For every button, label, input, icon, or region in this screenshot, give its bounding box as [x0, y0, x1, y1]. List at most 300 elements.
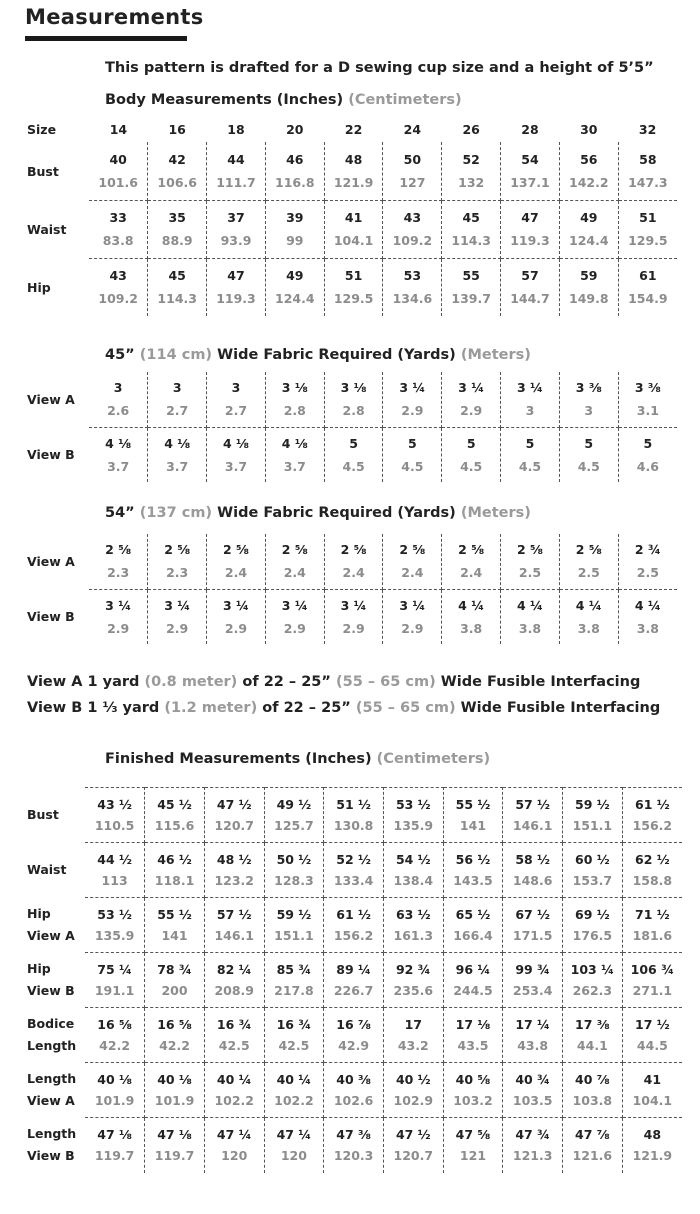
text-gray: (1.2 meter)	[164, 700, 258, 716]
inch-value: 50	[403, 151, 422, 167]
inch-value: 43	[403, 210, 422, 225]
value-cell	[503, 898, 563, 953]
text-gray: (0.8 meter)	[144, 674, 238, 690]
inch-value: 47 ¼	[276, 1127, 312, 1143]
value-cell	[265, 372, 324, 427]
inch-value: 59	[580, 268, 598, 284]
inch-value: 4 ⅛	[281, 435, 308, 451]
value-cell	[204, 788, 264, 843]
cm-value: 146.1	[214, 928, 254, 943]
inch-value: 103 ¼	[570, 962, 615, 977]
table-row	[27, 1063, 682, 1118]
text: View A 1 yard	[27, 674, 140, 690]
value-cell	[204, 953, 264, 1008]
cm-value: 226.7	[333, 983, 374, 998]
size-cell: 22	[344, 121, 363, 137]
value-cell	[148, 200, 207, 258]
value-cell	[442, 200, 501, 258]
cm-value: 110.5	[94, 818, 135, 833]
title-cm: (Centimeters)	[376, 751, 491, 767]
cm-value: 125.7	[274, 818, 314, 833]
inch-value: 46 ½	[157, 852, 192, 867]
cm-value: 124.4	[275, 291, 315, 307]
inch-value: 4 ¼	[634, 597, 661, 613]
table-row	[27, 534, 677, 589]
value-cell	[324, 1118, 384, 1173]
inch-value: 5	[466, 435, 476, 451]
value-cell	[383, 534, 442, 589]
cm-value: 3.8	[460, 620, 483, 636]
value-cell	[559, 200, 618, 258]
inch-value: 47 ⅝	[455, 1127, 491, 1143]
value-cell	[443, 1118, 503, 1173]
row-label-text: Hip View B	[27, 961, 75, 998]
inch-value: 5	[349, 435, 358, 451]
cm-value: 116.8	[275, 174, 315, 190]
table-row	[27, 427, 677, 482]
inch-value: 40 ⅛	[97, 1072, 132, 1087]
cm-value: 114.3	[451, 233, 491, 248]
cm-value: 119.7	[154, 1148, 195, 1164]
value-cell	[503, 1008, 563, 1063]
inch-value: 3 ¼	[105, 597, 132, 613]
value-cell	[85, 843, 145, 898]
value-cell	[559, 589, 618, 644]
cm-value: 109.2	[392, 233, 433, 248]
cm-value: 3.8	[636, 620, 659, 636]
cm-value: 104.1	[632, 1093, 673, 1108]
cm-value: 101.6	[98, 174, 138, 190]
text: of 22 – 25”	[242, 674, 331, 690]
cm-value: 2.9	[401, 620, 424, 636]
cm-value: 135.9	[94, 928, 135, 943]
cm-value: 2.3	[166, 565, 189, 581]
pattern-intro: This pattern is drafted for a D sewing cup size and a height of 5’5”	[105, 60, 654, 76]
value-cell	[204, 1118, 264, 1173]
value-cell	[563, 843, 623, 898]
inch-value: 63 ½	[395, 907, 431, 922]
value-cell	[383, 1118, 443, 1173]
inch-value: 39	[286, 210, 304, 225]
value-cell	[265, 427, 324, 482]
inch-value: 47	[521, 210, 539, 225]
cm-value: 120.7	[393, 1148, 434, 1164]
cm-value: 2.7	[224, 403, 248, 419]
cm-value: 2.9	[166, 620, 189, 636]
cm-value: 217.8	[274, 983, 314, 998]
cm-value: 88.9	[161, 233, 193, 248]
cm-value: 113	[101, 873, 128, 888]
inch-value: 40 ⅛	[157, 1072, 192, 1087]
inch-value: 53 ½	[395, 797, 431, 812]
inch-value: 48	[344, 151, 363, 167]
table-row	[27, 1118, 682, 1173]
value-cell	[324, 1063, 384, 1118]
cm-value: 4.5	[460, 458, 483, 474]
fabric-54-table	[27, 534, 677, 644]
size-cell: 14	[109, 121, 128, 137]
row-label-text: Hip View A	[27, 906, 75, 943]
inch-value: 3 ¼	[399, 597, 426, 613]
inch-value: 2 ⅝	[164, 542, 191, 558]
cm-value: 151.1	[572, 818, 613, 833]
inch-value: 78 ¾	[157, 962, 192, 977]
cm-value: 42.5	[218, 1038, 250, 1053]
value-cell	[264, 1063, 324, 1118]
cm-value: 4.5	[342, 458, 365, 474]
text: Wide Fusible Interfacing	[460, 700, 661, 716]
inch-value: 3	[172, 380, 182, 396]
title-width-cm: (137 cm)	[139, 505, 213, 521]
cm-value: 44.5	[636, 1038, 668, 1053]
fabric-54-title	[105, 505, 531, 521]
inch-value: 40 ¼	[216, 1072, 252, 1087]
value-cell	[324, 372, 383, 427]
table-row	[27, 589, 677, 644]
value-cell	[207, 142, 266, 200]
cm-value: 102.2	[214, 1093, 254, 1108]
value-cell	[324, 953, 384, 1008]
body-measurements-title	[105, 92, 462, 108]
value-cell	[148, 142, 207, 200]
value-cell	[443, 843, 503, 898]
cm-value: 120	[221, 1148, 248, 1164]
inch-value: 75 ¼	[97, 962, 132, 977]
cm-value: 2.7	[166, 403, 189, 419]
value-cell	[89, 258, 148, 316]
cm-value: 3.1	[636, 403, 659, 419]
cm-value: 2.9	[401, 403, 424, 419]
value-cell	[563, 788, 623, 843]
cm-value: 262.3	[572, 983, 613, 998]
inch-value: 49 ½	[276, 797, 312, 812]
title-width: 45”	[105, 347, 135, 363]
value-cell	[264, 953, 324, 1008]
inch-value: 51	[344, 268, 363, 284]
value-cell	[383, 200, 442, 258]
cm-value: 2.5	[577, 565, 600, 581]
inch-value: 57 ½	[515, 797, 550, 812]
cm-value: 43.2	[397, 1038, 429, 1053]
cm-value: 4.5	[518, 458, 542, 474]
cm-value: 106.6	[157, 174, 197, 190]
inch-value: 48	[643, 1127, 662, 1143]
cm-value: 3	[584, 403, 594, 419]
inch-value: 2 ⅝	[458, 542, 485, 558]
value-cell	[383, 258, 442, 316]
inch-value: 51	[639, 210, 657, 225]
cm-value: 156.2	[632, 818, 673, 833]
inch-value: 3 ¼	[516, 380, 543, 396]
cm-value: 42.2	[159, 1038, 190, 1053]
inch-value: 3 ¼	[281, 597, 308, 613]
value-cell	[503, 843, 563, 898]
inch-value: 16 ⅝	[157, 1017, 192, 1032]
title-width: 54”	[105, 505, 135, 521]
value-cell	[265, 589, 324, 644]
value-cell	[324, 898, 384, 953]
inch-value: 54 ½	[395, 852, 431, 867]
value-cell	[85, 898, 145, 953]
inch-value: 2 ⅝	[222, 542, 249, 558]
cm-value: 121.6	[572, 1148, 613, 1164]
cm-value: 191.1	[94, 983, 135, 998]
inch-value: 45	[462, 210, 480, 225]
inch-value: 17 ½	[635, 1017, 670, 1032]
value-cell	[324, 1008, 384, 1063]
cm-value: 42.5	[278, 1038, 310, 1053]
value-cell	[265, 258, 324, 316]
cm-value: 208.9	[214, 983, 254, 998]
inch-value: 17 ⅜	[575, 1017, 610, 1032]
row-label: Bust	[27, 163, 59, 179]
interfacing-view-b	[27, 700, 660, 716]
inch-value: 33	[109, 210, 127, 225]
inch-value: 40 ⅜	[336, 1072, 371, 1087]
value-cell	[622, 788, 682, 843]
value-cell	[89, 200, 148, 258]
value-cell	[264, 788, 324, 843]
inch-value: 99 ¾	[515, 962, 550, 977]
value-cell	[265, 142, 324, 200]
value-cell	[622, 1008, 682, 1063]
cm-value: 83.8	[102, 233, 134, 248]
inch-value: 47	[227, 268, 245, 284]
text-gray: (55 – 65 cm)	[355, 700, 456, 716]
inch-value: 89 ¼	[336, 962, 371, 977]
size-cell: 20	[286, 121, 304, 137]
row-label: Waist	[27, 221, 67, 237]
cm-value: 4.6	[636, 458, 659, 474]
size-cell: 24	[403, 121, 422, 137]
cm-value: 2.9	[460, 403, 483, 419]
cm-value: 3.7	[283, 458, 306, 474]
cm-value: 137.1	[510, 174, 550, 190]
inch-value: 3 ⅛	[340, 380, 367, 396]
value-cell	[563, 1063, 623, 1118]
inch-value: 4 ¼	[575, 597, 602, 613]
cm-value: 93.9	[220, 233, 252, 248]
value-cell	[89, 142, 148, 200]
row-label	[27, 1008, 85, 1063]
inch-value: 5	[584, 435, 594, 451]
cm-value: 2.4	[401, 565, 424, 581]
cm-value: 143.5	[453, 873, 493, 888]
inch-value: 3 ¼	[458, 380, 485, 396]
value-cell	[204, 1063, 264, 1118]
cm-value: 101.9	[154, 1093, 195, 1108]
value-cell	[207, 427, 266, 482]
cm-value: 176.5	[572, 928, 613, 943]
table-row	[27, 1008, 682, 1063]
value-cell	[145, 1008, 205, 1063]
text-gray: (55 – 65 cm)	[336, 674, 436, 690]
title-underline	[25, 36, 187, 41]
row-label	[27, 953, 85, 1008]
size-cell: 16	[168, 121, 186, 137]
inch-value: 57	[521, 268, 539, 284]
cm-value: 149.8	[569, 291, 609, 307]
inch-value: 62 ½	[635, 852, 670, 867]
value-cell	[324, 534, 383, 589]
value-cell	[324, 843, 384, 898]
cm-value: 42.2	[99, 1038, 131, 1053]
inch-value: 5	[525, 435, 535, 451]
table-row	[27, 142, 677, 200]
inch-value: 3	[231, 380, 241, 396]
inch-value: 4 ¼	[516, 597, 543, 613]
inch-value: 61 ½	[336, 907, 371, 922]
value-cell	[503, 953, 563, 1008]
cm-value: 2.5	[518, 565, 542, 581]
value-cell	[264, 843, 324, 898]
cm-value: 141	[459, 818, 487, 833]
value-cell	[264, 898, 324, 953]
cm-value: 148.6	[512, 873, 553, 888]
row-label-text: Bodice Length	[27, 1016, 77, 1053]
inch-value: 61	[639, 268, 657, 284]
inch-value: 67 ½	[515, 907, 550, 922]
value-cell	[442, 142, 501, 200]
inch-value: 2 ¾	[634, 542, 661, 558]
table-row	[27, 200, 677, 258]
table-row	[27, 372, 677, 427]
cm-value: 2.9	[107, 620, 130, 636]
cm-value: 102.2	[274, 1093, 314, 1108]
value-cell	[85, 1008, 145, 1063]
inch-value: 45 ½	[157, 797, 192, 812]
cm-value: 144.7	[510, 291, 550, 307]
size-cell: 28	[521, 121, 539, 137]
value-cell	[442, 589, 501, 644]
cm-value: 109.2	[98, 291, 138, 307]
inch-value: 47 ½	[216, 797, 252, 812]
value-cell	[264, 1008, 324, 1063]
row-label: Hip	[27, 279, 51, 295]
cm-value: 2.4	[283, 565, 306, 581]
inch-value: 55 ½	[157, 907, 192, 922]
finished-measurements-table	[27, 787, 682, 1173]
cm-value: 181.6	[632, 928, 673, 943]
cm-value: 102.6	[333, 1093, 374, 1108]
value-cell	[145, 898, 205, 953]
cm-value: 2.6	[107, 403, 130, 419]
row-label-text: Waist	[27, 862, 67, 877]
value-cell	[383, 788, 443, 843]
value-cell	[383, 372, 442, 427]
value-cell	[442, 534, 501, 589]
cm-value: 2.8	[283, 403, 306, 419]
row-label-text: Length View A	[27, 1071, 77, 1108]
value-cell	[89, 427, 148, 482]
cm-value: 114.3	[157, 291, 197, 307]
value-cell	[145, 1063, 205, 1118]
inch-value: 4 ⅛	[222, 435, 249, 451]
value-cell	[89, 534, 148, 589]
cm-value: 2.4	[342, 565, 365, 581]
cm-value: 158.8	[632, 873, 673, 888]
value-cell	[324, 258, 383, 316]
cm-value: 2.3	[107, 565, 130, 581]
value-cell	[324, 788, 384, 843]
cm-value: 235.6	[393, 983, 434, 998]
size-label: Size	[27, 121, 57, 137]
cm-value: 119.3	[216, 291, 256, 307]
cm-value: 4.5	[577, 458, 600, 474]
cm-value: 42.9	[338, 1038, 370, 1053]
row-label: View B	[27, 609, 75, 624]
inch-value: 46	[286, 151, 304, 167]
cm-value: 138.4	[393, 873, 434, 888]
inch-value: 58 ½	[515, 852, 550, 867]
value-cell	[501, 534, 560, 589]
inch-value: 59 ½	[276, 907, 312, 922]
value-cell	[204, 843, 264, 898]
value-cell	[442, 372, 501, 427]
value-cell	[324, 142, 383, 200]
inch-value: 40	[109, 151, 127, 167]
cm-value: 147.3	[628, 174, 668, 190]
value-cell	[501, 372, 560, 427]
inch-value: 45	[168, 268, 186, 284]
inch-value: 3 ⅛	[281, 380, 308, 396]
size-cell: 26	[462, 121, 480, 137]
value-cell	[207, 534, 266, 589]
value-cell	[85, 953, 145, 1008]
inch-value: 85 ¾	[276, 962, 312, 977]
title-meters: (Meters)	[460, 347, 531, 363]
inch-value: 49	[286, 268, 304, 284]
cm-value: 3.7	[107, 458, 130, 474]
title-text: Wide Fabric Required (Yards)	[217, 505, 456, 521]
value-cell	[443, 1063, 503, 1118]
inch-value: 40 ¾	[515, 1072, 550, 1087]
inch-value: 17	[404, 1017, 422, 1032]
cm-value: 101.9	[94, 1093, 135, 1108]
inch-value: 16 ⅝	[97, 1017, 132, 1032]
page-title: Measurements	[25, 5, 204, 29]
value-cell	[559, 258, 618, 316]
cm-value: 43.5	[457, 1038, 489, 1053]
cm-value: 3.7	[224, 458, 248, 474]
cm-value: 141	[161, 928, 188, 943]
inch-value: 41	[643, 1072, 662, 1087]
value-cell	[618, 258, 677, 316]
inch-value: 56	[580, 151, 598, 167]
inch-value: 43 ½	[97, 797, 132, 812]
inch-value: 58	[639, 151, 657, 167]
value-cell	[85, 1063, 145, 1118]
value-cell	[563, 898, 623, 953]
value-cell	[207, 258, 266, 316]
value-cell	[563, 1118, 623, 1173]
value-cell	[383, 1008, 443, 1063]
value-cell	[503, 1118, 563, 1173]
inch-value: 82 ¼	[216, 962, 252, 977]
value-cell	[443, 788, 503, 843]
value-cell	[383, 1063, 443, 1118]
inch-value: 16 ⅞	[336, 1017, 371, 1032]
inch-value: 16 ¾	[216, 1017, 252, 1032]
inch-value: 49	[580, 210, 598, 225]
cm-value: 134.6	[392, 291, 433, 307]
cm-value: 118.1	[154, 873, 195, 888]
value-cell	[324, 200, 383, 258]
size-cell: 30	[580, 121, 598, 137]
fabric-45-title	[105, 347, 531, 363]
value-cell	[442, 258, 501, 316]
cm-value: 146.1	[512, 818, 553, 833]
